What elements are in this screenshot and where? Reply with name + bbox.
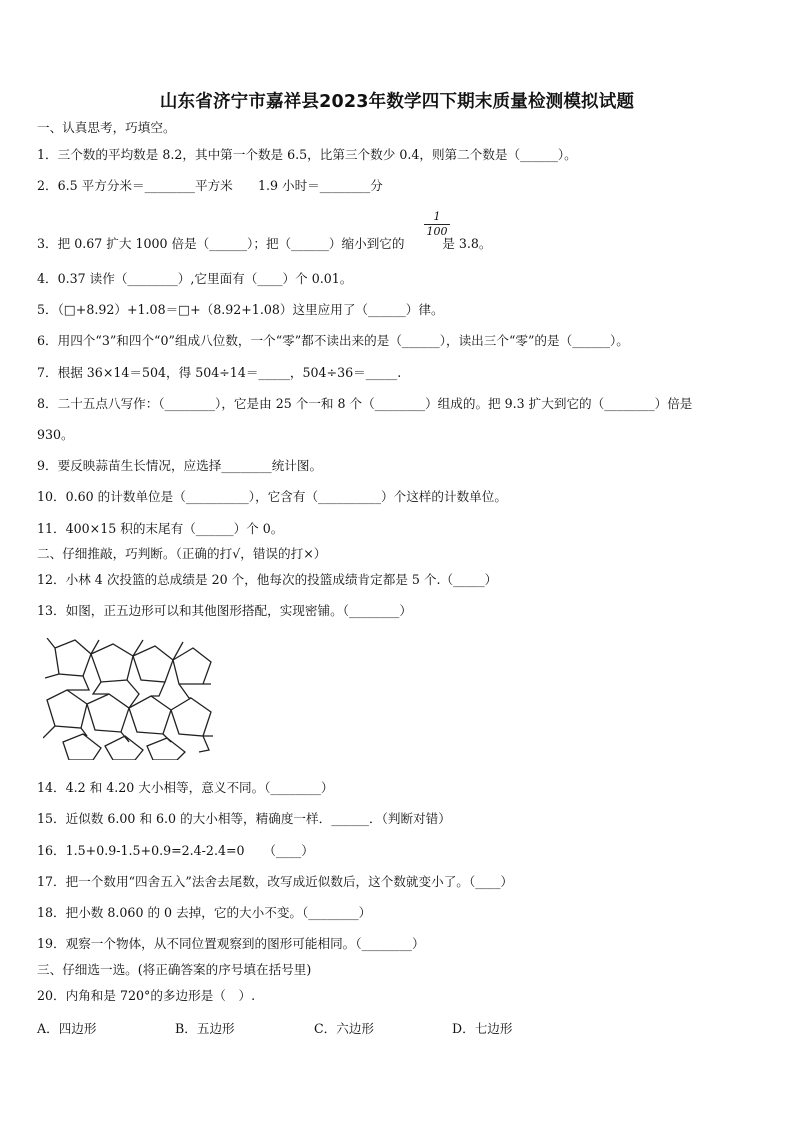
fraction-denominator: 100: [426, 225, 448, 238]
question-13: 13．如图，正五边形可以和其他图形搭配，实现密铺。（________）: [37, 603, 412, 618]
page-title: 山东省济宁市嘉祥县2023年数学四下期末质量检测模拟试题: [159, 92, 635, 112]
question-18: 18．把小数 8.060 的 0 去掉，它的大小不变。（________）: [37, 905, 372, 920]
question-6: 6．用四个“3”和四个“0”组成八位数，一个“零”都不读出来的是（______），读出三个“零”的是（______）。: [37, 333, 629, 348]
question-4: 4．0.37 读作（________）,它里面有（____）个 0.01。: [37, 271, 353, 286]
fraction-numerator: 1: [424, 210, 450, 225]
question-5: 5．（□+8.92）+1.08＝□+（8.92+1.08）这里应用了（______）律。: [37, 302, 444, 317]
question-17: 17．把一个数用“四舍五入”法舍去尾数，改写成近似数后，这个数就变小了。（____）: [37, 874, 513, 889]
section-1-heading: 一、认真思考，巧填空。: [37, 120, 176, 135]
question-20: 20．内角和是 720°的多边形是（ ）.: [37, 988, 256, 1003]
question-10: 10．0.60 的计数单位是（__________），它含有（__________）个这样的计数单位。: [37, 489, 507, 504]
choice-a: A．四边形: [37, 1021, 97, 1036]
pentagon-tessellation-figure: [43, 638, 215, 760]
question-15: 15．近似数 6.00 和 6.0 的大小相等，精确度一样．______．（判断对错）: [37, 811, 451, 826]
choice-c: C．六边形: [314, 1021, 375, 1036]
choice-b: B．五边形: [175, 1021, 235, 1036]
fraction-one-hundredth: [424, 210, 450, 238]
question-16: 16．1.5+0.9-1.5+0.9=2.4-2.4=0 （____）: [37, 843, 314, 858]
question-11: 11．400×15 积的末尾有（______）个 0。: [37, 521, 284, 536]
question-1: 1．三个数的平均数是 8.2，其中第一个数是 6.5，比第三个数少 0.4，则第二个数是（______）。: [37, 147, 577, 162]
section-3-heading: 三、仔细选一选。(将正确答案的序号填在括号里): [37, 962, 312, 977]
question-12: 12．小林 4 次投篮的总成绩是 20 个，他每次的投篮成绩肯定都是 5 个.（_____）: [37, 572, 498, 587]
question-14: 14．4.2 和 4.20 大小相等，意义不同。（________）: [37, 780, 334, 795]
question-19: 19．观察一个物体，从不同位置观察到的图形可能相同。（________）: [37, 936, 425, 951]
question-9: 9．要反映蒜苗生长情况，应选择________统计图。: [37, 458, 323, 473]
question-2: 2．6.5 平方分米＝________平方米 1.9 小时＝________分: [37, 178, 383, 193]
question-3: 3．把 0.67 扩大 1000 倍是（______）；把（______）缩小到它的 是 3.8。: [37, 236, 492, 251]
question-8: 8．二十五点八写作：（________），它是由 25 个一和 8 个（________）组成的。把 9.3 扩大到它的（________）倍是: [37, 396, 693, 411]
question-8-continued: 930。: [37, 427, 74, 442]
section-2-heading: 二、仔细推敲，巧判断。（正确的打√，错误的打×）: [37, 546, 327, 561]
question-7: 7．根据 36×14＝504，得 504÷14＝_____，504÷36＝_____.: [37, 365, 402, 380]
choice-d: D．七边形: [452, 1021, 513, 1036]
